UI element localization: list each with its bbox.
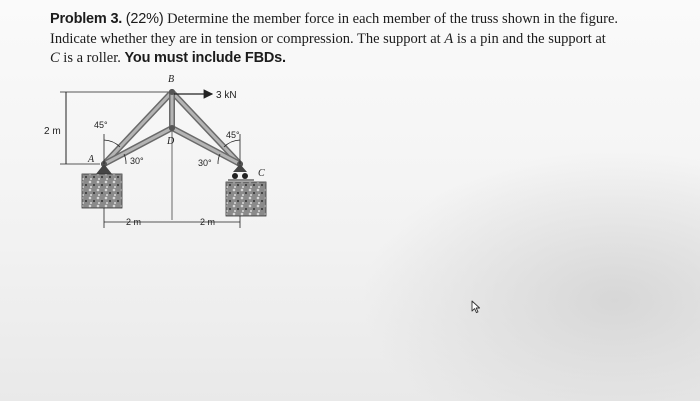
node-c-label: C: [258, 168, 265, 179]
span-left-label: 2 m: [126, 217, 142, 227]
problem-weight: (22%): [125, 11, 164, 27]
angle-right-bottom-label: 30°: [198, 158, 212, 168]
problem-statement-4: is a roller.: [63, 50, 121, 66]
load-arrow: [174, 90, 237, 101]
joint-d: [169, 125, 175, 131]
problem-line-1: [50, 10, 618, 29]
problem-statement-1: Determine the member force in each member of the truss shown in the figure.: [167, 11, 619, 27]
node-b-label: B: [168, 74, 175, 85]
problem-statement-2: Indicate whether they are in tension or compression. The support at: [50, 31, 441, 47]
angle-left-top-label: 45°: [94, 120, 108, 130]
span-right-label: 2 m: [200, 217, 216, 227]
problem-line-2: [50, 30, 606, 49]
angle-right-top-label: 45°: [226, 130, 240, 140]
load-label: 3 kN: [216, 90, 237, 101]
fbd-requirement: You must include FBDs.: [124, 50, 286, 66]
node-a-label: A: [88, 154, 95, 165]
truss-figure: [40, 68, 290, 238]
support-a-variable: A: [444, 31, 454, 47]
height-label: 2 m: [44, 126, 61, 137]
problem-line-3: [50, 49, 286, 68]
support-c-variable: C: [50, 50, 60, 66]
node-d-label: D: [167, 136, 175, 147]
mouse-pointer-icon: [471, 300, 481, 314]
pin-support-a: [82, 164, 122, 208]
angle-left-bottom-label: 30°: [130, 156, 144, 166]
problem-statement-3: is a pin and the support at: [456, 31, 606, 47]
problem-number: Problem 3.: [50, 11, 123, 27]
background-shade: [360, 150, 700, 401]
